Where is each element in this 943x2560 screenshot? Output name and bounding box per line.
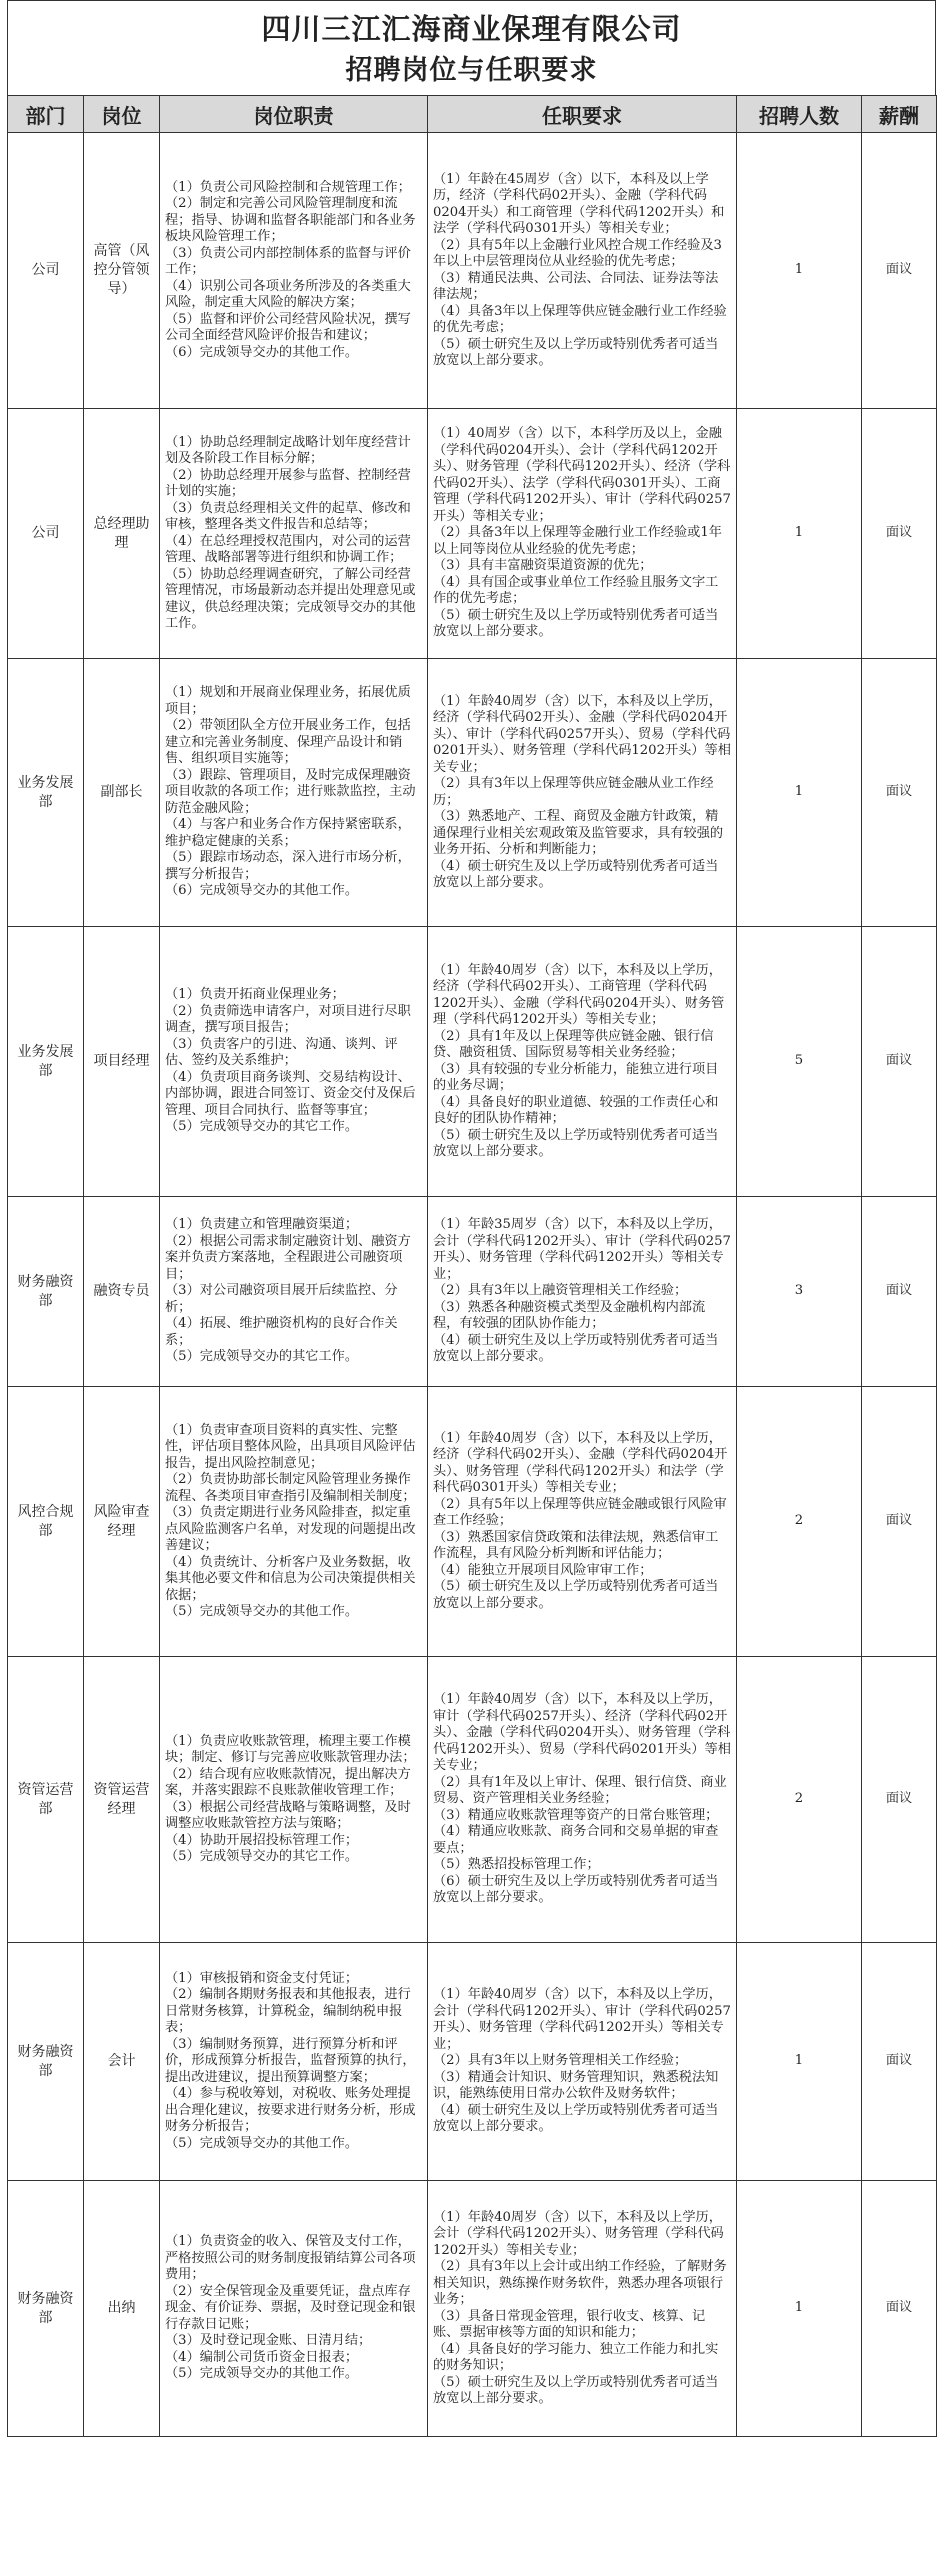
row-duties: （1）负责应收账款管理，梳理主要工作模块；制定、修订与完善应收账款管理办法； （2）结合现有应收账款情况，提出解决方案，并落实跟踪不良账款催收管理工作； （3）根据公司经营战略与策略调整，及时调整应收账款管控方法与策略； （4）协助开展招投标管理工作； （5）完成领导交办的其它工作。 <box>160 1657 428 1943</box>
row-duties: （1）负责公司风险控制和合规管理工作； （2）制定和完善公司风险管理制度和流程；指导、协调和监督各职能部门和各业务板块风险管理工作； （3）负责公司内部控制体系的监督与评价工作； （4）识别公司各项业务所涉及的各类重大风险，制定重大风险的解决方案； （5）监督和评价公司经营风险状况，撰写公司全面经营风险评价报告和建议； （6）完成领导交办的其他工作。 <box>160 133 428 409</box>
row-position: 风险审查经理 <box>84 1387 160 1657</box>
row-requirements: （1）40周岁（含）以下，本科学历及以上，金融（学科代码0204开头）、会计（学科代码1202开头）、财务管理（学科代码1202开头）、经济（学科代码02开头）、法学（学科代码0301开头）、工商管理（学科代码1202开头）、审计（学科代码0257开头）等相关专业； （2）具备3年以上保理等金融行业工作经验或1年以上同等岗位从业经验的优先考虑； （3）具有丰富融资渠道资源的优先； （4）具有国企或事业单位工作经验且服务文字工作的优先考虑； （5）硕士研究生及以上学历或特别优秀者可适当放宽以上部分要求。 <box>428 409 737 659</box>
header-count: 招聘人数 <box>737 96 862 133</box>
table-row <box>8 1387 937 1657</box>
row-requirements: （1）年龄40周岁（含）以下，本科及以上学历，会计（学科代码1202开头）、财务管理（学科代码1202开头）等相关专业； （2）具有3年以上会计或出纳工作经验，了解财务相关知识，熟练操作财务软件，熟悉办理各项银行业务； （3）具备日常现金管理，银行收支、核算、记账、票据审核等方面的知识和能力； （4）具备良好的学习能力、独立工作能力和扎实的财务知识； （5）硕士研究生及以上学历或特别优秀者可适当放宽以上部分要求。 <box>428 2181 737 2437</box>
row-position: 融资专员 <box>84 1197 160 1387</box>
row-count: 2 <box>737 1387 862 1657</box>
table-row <box>8 2181 937 2437</box>
row-salary: 面议 <box>862 133 937 409</box>
row-position: 出纳 <box>84 2181 160 2437</box>
row-duties: （1）协助总经理制定战略计划年度经营计划及各阶段工作目标分解； （2）协助总经理开展参与监督、控制经营计划的实施； （3）负责总经理相关文件的起草、修改和审核，整理各类文件报告和总结等； （4）在总经理授权范围内，对公司的运营管理、战略部署等进行组织和协调工作； （5）协助总经理调查研究，了解公司经营管理情况，市场最新动态并提出处理意见或建议，供总经理决策；完成领导交办的其他工作。 <box>160 409 428 659</box>
row-duties: （1）负责审查项目资料的真实性、完整性，评估项目整体风险，出具项目风险评估报告，提出风险控制意见； （2）负责协助部长制定风险管理业务操作流程、各类项目审查指引及编制相关制度； （3）负责定期进行业务风险排查，拟定重点风险监测客户名单，对发现的问题提出改善建议； （4）负责统计、分析客户及业务数据，收集其他必要文件和信息为公司决策提供相关依据； （5）完成领导交办的其他工作。 <box>160 1387 428 1657</box>
table-row <box>8 1197 937 1387</box>
row-requirements: （1）年龄40周岁（含）以下，本科及以上学历，经济（学科代码02开头）、金融（学科代码0204开头）、财务管理（学科代码1202开头）和法学（学科代码0301开头）等相关专业； （2）具有5年以上保理等供应链金融或银行风险审查工作经验； （3）熟悉国家信贷政策和法律法规，熟悉信审工作流程，具有风险分析判断和评估能力； （4）能独立开展项目风险审审工作； （5）硕士研究生及以上学历或特别优秀者可适当放宽以上部分要求。 <box>428 1387 737 1657</box>
title-block <box>7 0 936 95</box>
row-count: 1 <box>737 2181 862 2437</box>
row-count: 1 <box>737 133 862 409</box>
row-requirements: （1）年龄40周岁（含）以下，本科及以上学历，经济（学科代码02开头）、工商管理（学科代码1202开头）、金融（学科代码0204开头）、财务管理（学科代码1202开头）等相关专业； （2）具有1年及以上保理等供应链金融、银行信贷、融资租赁、国际贸易等相关业务经验； （3）具有较强的专业分析能力，能独立进行项目的业务尽调； （4）具备良好的职业道德、较强的工作责任心和良好的团队协作精神； （5）硕士研究生及以上学历或特别优秀者可适当放宽以上部分要求。 <box>428 927 737 1197</box>
row-requirements: （1）年龄40周岁（含）以下，本科及以上学历，经济（学科代码02开头）、金融（学科代码0204开头）、审计（学科代码0257开头）、贸易（学科代码0201开头）、财务管理（学科代码1202开头）等相关专业； （2）具有3年以上保理等供应链金融从业工作经历； （3）熟悉地产、工程、商贸及金融方针政策，精通保理行业相关宏观政策及监管要求，具有较强的业务开拓、分析和判断能力； （4）硕士研究生及以上学历或特别优秀者可适当放宽以上部分要求。 <box>428 659 737 927</box>
table-row <box>8 659 937 927</box>
row-dept: 业务发展部 <box>8 659 84 927</box>
table-row <box>8 1943 937 2181</box>
row-count: 5 <box>737 927 862 1197</box>
recruitment-document <box>7 0 936 2437</box>
row-dept: 公司 <box>8 409 84 659</box>
row-position: 高管（风控分管领导） <box>84 133 160 409</box>
row-position: 资管运营经理 <box>84 1657 160 1943</box>
row-salary: 面议 <box>862 1657 937 1943</box>
row-duties: （1）负责开拓商业保理业务； （2）负责筛选申请客户，对项目进行尽职调查，撰写项目报告； （3）负责客户的引进、沟通、谈判、评估、签约及关系维护； （4）负责项目商务谈判、交易结构设计、内部协调，跟进合同签订、资金交付及保后管理、项目合同执行、监督等事宜； （5）完成领导交办的其它工作。 <box>160 927 428 1197</box>
row-salary: 面议 <box>862 1943 937 2181</box>
row-count: 1 <box>737 409 862 659</box>
row-duties: （1）规划和开展商业保理业务，拓展优质项目； （2）带领团队全方位开展业务工作，包括建立和完善业务制度、保理产品设计和销售、组织项目实施等； （3）跟踪、管理项目，及时完成保理融资项目收款的各项工作；进行账款监控，主动防范金融风险； （4）与客户和业务合作方保持紧密联系，维护稳定健康的关系； （5）跟踪市场动态，深入进行市场分析，撰写分析报告； （6）完成领导交办的其他工作。 <box>160 659 428 927</box>
row-duties: （1）负责资金的收入、保管及支付工作，严格按照公司的财务制度报销结算公司各项费用； （2）安全保管现金及重要凭证，盘点库存现金、有价证券、票据，及时登记现金和银行存款日记账； （3）及时登记现金账、日清月结； （4）编制公司货币资金日报表； （5）完成领导交办的其他工作。 <box>160 2181 428 2437</box>
table-row <box>8 1657 937 1943</box>
table-row <box>8 927 937 1197</box>
row-salary: 面议 <box>862 409 937 659</box>
row-requirements: （1）年龄35周岁（含）以下，本科及以上学历，会计（学科代码1202开头）、审计（学科代码0257开头）、财务管理（学科代码1202开头）等相关专业； （2）具有3年以上融资管理相关工作经验； （3）熟悉各种融资模式类型及金融机构内部流程，有较强的团队协作能力； （4）硕士研究生及以上学历或特别优秀者可适当放宽以上部分要求。 <box>428 1197 737 1387</box>
job-table <box>7 95 937 2437</box>
header-duties: 岗位职责 <box>160 96 428 133</box>
row-requirements: （1）年龄40周岁（含）以下，本科及以上学历，会计（学科代码1202开头）、审计（学科代码0257开头）、财务管理（学科代码1202开头）等相关专业； （2）具有3年以上财务管理相关工作经验； （3）精通会计知识、财务管理知识，熟悉税法知识，能熟练使用日常办公软件及财务软件； （4）硕士研究生及以上学历或特别优秀者可适当放宽以上部分要求。 <box>428 1943 737 2181</box>
row-count: 2 <box>737 1657 862 1943</box>
row-salary: 面议 <box>862 659 937 927</box>
row-count: 1 <box>737 659 862 927</box>
row-dept: 业务发展部 <box>8 927 84 1197</box>
table-header-row <box>8 96 937 133</box>
header-dept: 部门 <box>8 96 84 133</box>
row-count: 1 <box>737 1943 862 2181</box>
row-duties: （1）负责建立和管理融资渠道； （2）根据公司需求制定融资计划、融资方案并负责方案落地，全程跟进公司融资项目； （3）对公司融资项目展开后续监控、分析； （4）拓展、维护融资机构的良好合作关系； （5）完成领导交办的其它工作。 <box>160 1197 428 1387</box>
row-salary: 面议 <box>862 1387 937 1657</box>
row-dept: 财务融资部 <box>8 2181 84 2437</box>
header-requirements: 任职要求 <box>428 96 737 133</box>
row-position: 会计 <box>84 1943 160 2181</box>
row-position: 项目经理 <box>84 927 160 1197</box>
row-position: 总经理助理 <box>84 409 160 659</box>
row-count: 3 <box>737 1197 862 1387</box>
table-row <box>8 133 937 409</box>
row-dept: 资管运营部 <box>8 1657 84 1943</box>
company-title: 四川三江汇海商业保理有限公司 <box>261 12 682 46</box>
row-position: 副部长 <box>84 659 160 927</box>
row-requirements: （1）年龄在45周岁（含）以下，本科及以上学历，经济（学科代码02开头）、金融（学科代码0204开头）和工商管理（学科代码1202开头）和法学（学科代码0301开头）等相关专业； （2）具有5年以上金融行业风控合规工作经验及3年以上中层管理岗位从业经验的优先考虑； （3）精通民法典、公司法、合同法、证券法等法律法规； （4）具备3年以上保理等供应链金融行业工作经验的优先考虑； （5）硕士研究生及以上学历或特别优秀者可适当放宽以上部分要求。 <box>428 133 737 409</box>
row-salary: 面议 <box>862 2181 937 2437</box>
row-salary: 面议 <box>862 927 937 1197</box>
row-requirements: （1）年龄40周岁（含）以下，本科及以上学历，审计（学科代码0257开头）、经济（学科代码02开头）、金融（学科代码0204开头）、财务管理（学科代码1202开头）、贸易（学科代码0201开头）等相关专业； （2）具有1年及以上审计、保理、银行信贷、商业贸易、资产管理相关业务经验； （3）精通应收账款管理等资产的日常台账管理； （4）精通应收账款、商务合同和交易单据的审查要点； （5）熟悉招投标管理工作； （6）硕士研究生及以上学历或特别优秀者可适当放宽以上部分要求。 <box>428 1657 737 1943</box>
row-dept: 财务融资部 <box>8 1943 84 2181</box>
row-salary: 面议 <box>862 1197 937 1387</box>
header-salary: 薪酬 <box>862 96 937 133</box>
row-dept: 风控合规部 <box>8 1387 84 1657</box>
row-dept: 财务融资部 <box>8 1197 84 1387</box>
header-position: 岗位 <box>84 96 160 133</box>
row-dept: 公司 <box>8 133 84 409</box>
document-subtitle: 招聘岗位与任职要求 <box>345 55 598 86</box>
table-row <box>8 409 937 659</box>
row-duties: （1）审核报销和资金支付凭证； （2）编制各期财务报表和其他报表，进行日常财务核算，计算税金，编制纳税申报表； （3）编制财务预算，进行预算分析和评价，形成预算分析报告，监督预算的执行，提出改进建议，提出预算调整方案； （4）参与税收筹划，对税收、账务处理提出合理化建议，按要求进行财务分析，形成财务分析报告； （5）完成领导交办的其他工作。 <box>160 1943 428 2181</box>
